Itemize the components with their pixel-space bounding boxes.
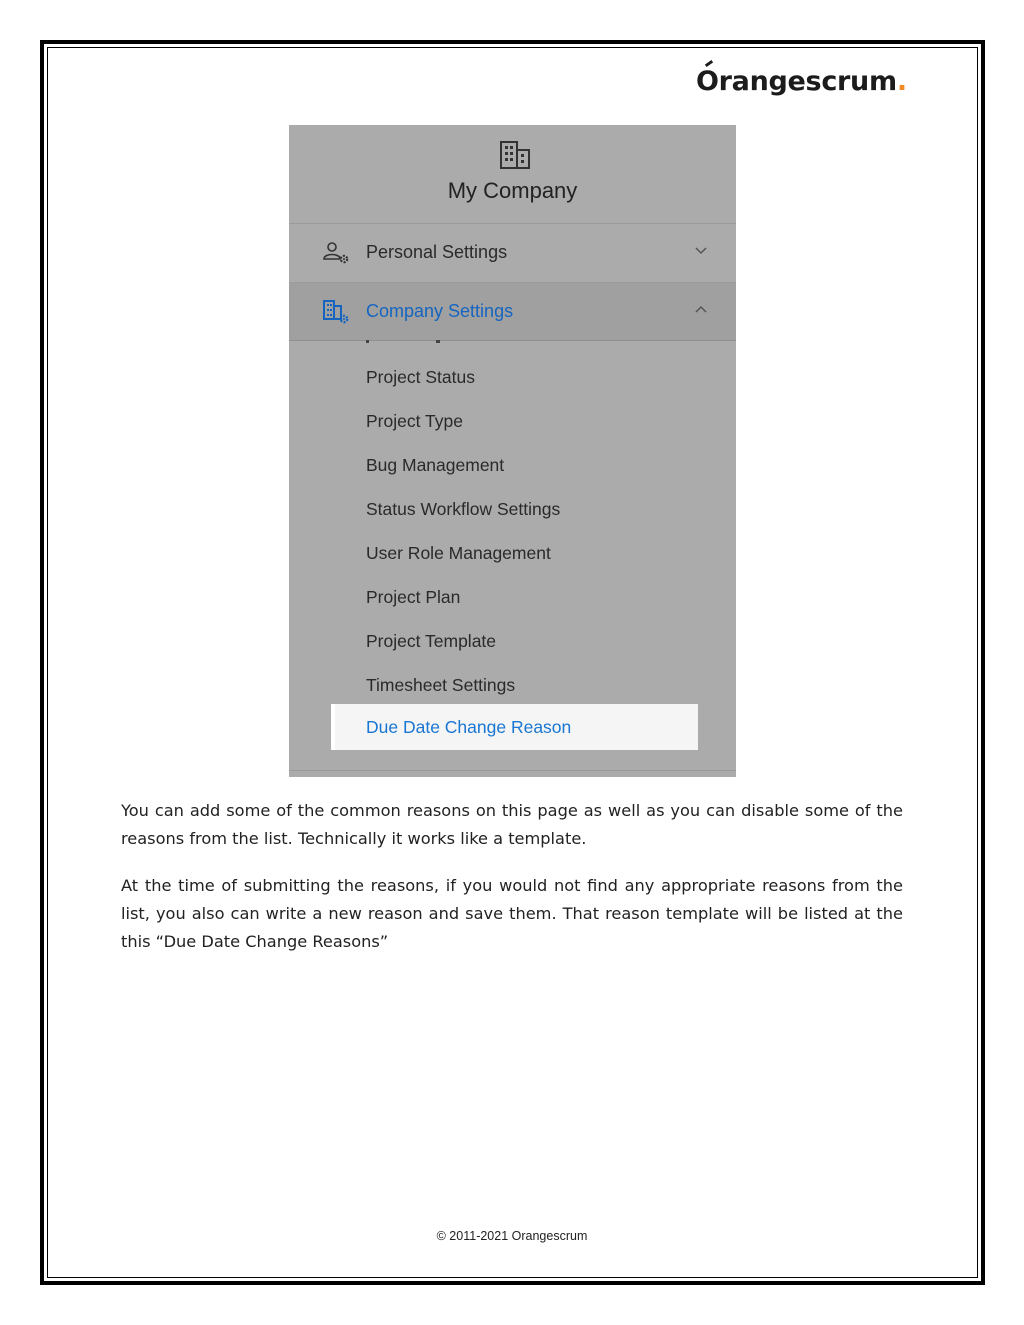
- menu-item-project-plan[interactable]: Project Plan: [366, 587, 461, 607]
- menu-item-timesheet-settings[interactable]: Timesheet Settings: [366, 675, 516, 695]
- chevron-up-icon[interactable]: [694, 304, 708, 316]
- clipped-menu-item: [366, 340, 466, 344]
- menu-item-bug-management[interactable]: Bug Management: [366, 455, 505, 475]
- footer-copyright: © 2011-2021 Orangescrum: [436, 1229, 588, 1243]
- section-company-settings[interactable]: [289, 282, 736, 341]
- section-label: Company Settings: [366, 301, 514, 321]
- panel-divider: [289, 770, 736, 771]
- orangescrum-logo: Orangescrum.: [696, 66, 907, 97]
- menu-item-project-template[interactable]: Project Template: [366, 631, 497, 651]
- user-gear-icon: [323, 241, 351, 265]
- body-paragraph-2: At the time of submitting the reasons, if you would not find any appropriate reasons from the list, you also can write a new reason and save them. That reason template will be listed at the this “Due Date Change Reasons”: [121, 876, 903, 951]
- settings-screenshot: [289, 125, 736, 777]
- menu-item-project-status[interactable]: Project Status: [366, 367, 475, 387]
- menu-item-due-date-change-reason[interactable]: [331, 704, 698, 750]
- chevron-down-icon[interactable]: [694, 245, 708, 257]
- building-gear-icon: [323, 300, 351, 324]
- body-paragraph-1: You can add some of the common reasons on this page as well as you can disable some of the reasons from the list. Technically it works like a template.: [121, 801, 903, 848]
- menu-item-status-workflow-settings[interactable]: Status Workflow Settings: [366, 499, 561, 519]
- menu-item-user-role-management[interactable]: User Role Management: [366, 543, 551, 563]
- company-header: [289, 125, 736, 224]
- company-title: My Company: [447, 178, 578, 203]
- menu-item-label: Due Date Change Reason: [366, 717, 572, 737]
- menu-item-project-type[interactable]: Project Type: [366, 411, 463, 431]
- section-personal-settings[interactable]: [289, 224, 736, 281]
- section-label: Personal Settings: [366, 242, 508, 262]
- building-icon: [500, 141, 530, 169]
